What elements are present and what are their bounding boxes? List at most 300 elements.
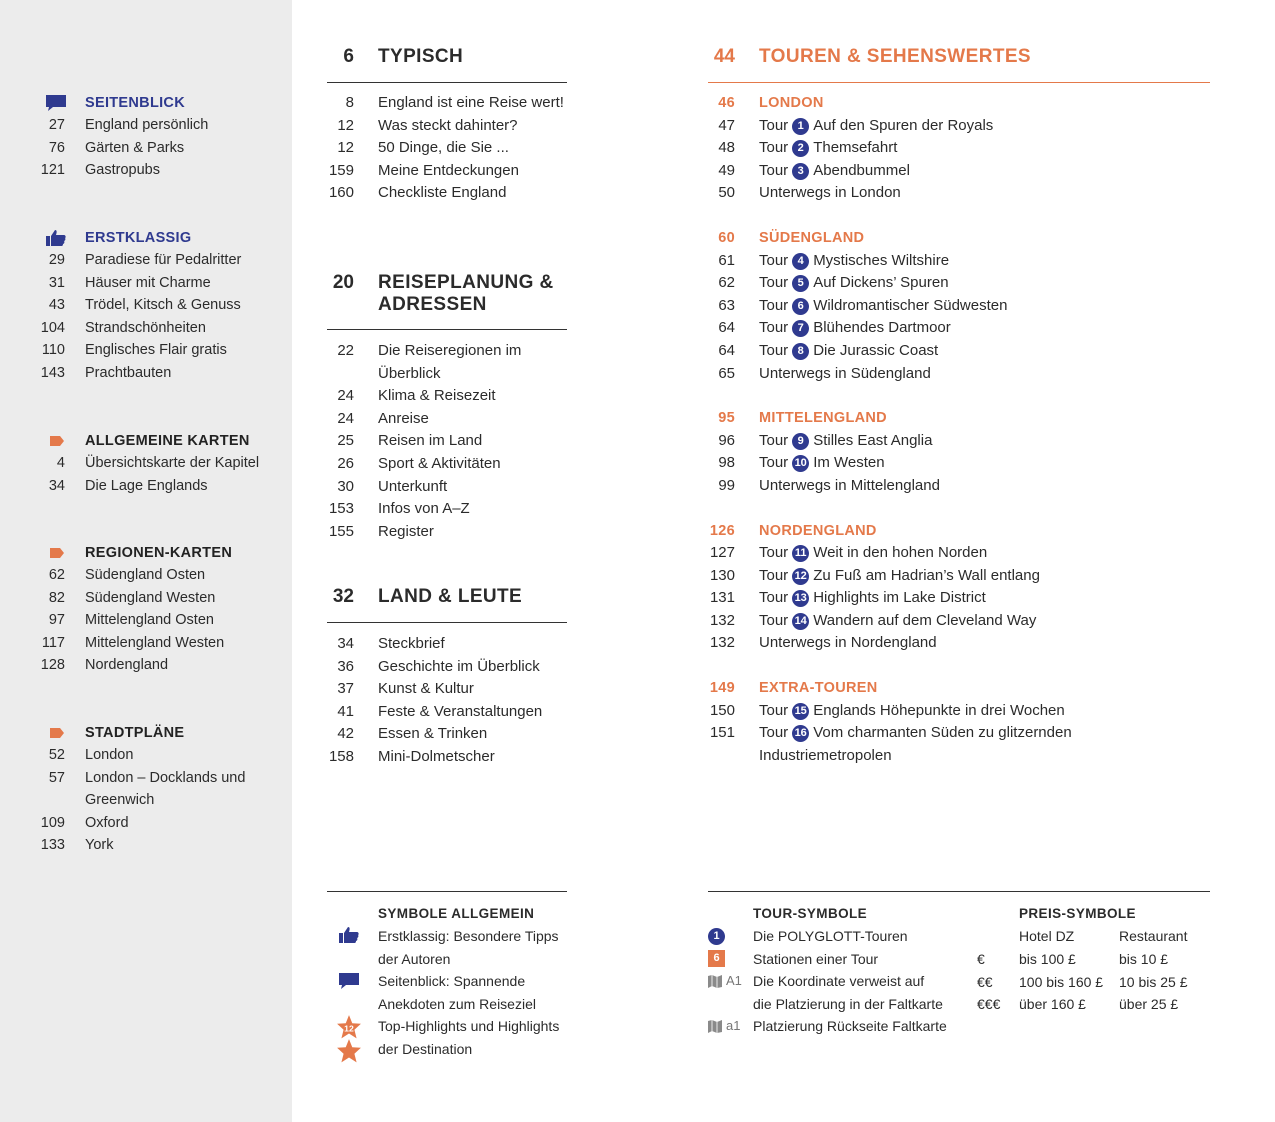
tour-entry[interactable] (708, 700, 1210, 723)
page-number: 160 (328, 184, 354, 202)
page-number: 121 (40, 162, 65, 179)
entry-label (759, 250, 949, 273)
map-tag-icon (45, 432, 67, 450)
section-typisch (327, 44, 567, 205)
page-number: 24 (337, 387, 354, 405)
region-block (708, 520, 1210, 656)
tour-entry[interactable] (708, 610, 1210, 633)
sidebar-list-item[interactable] (0, 317, 292, 340)
entry-label: Checkliste England (378, 184, 507, 202)
tour-number-badge: 10 (792, 455, 809, 472)
region-header[interactable] (708, 227, 1210, 250)
tour-title: Abendbummel (813, 161, 910, 179)
entry-label (759, 363, 931, 386)
page-number: 52 (48, 747, 65, 763)
toc-entry[interactable] (327, 476, 567, 499)
entry-label: Reisen im Land (378, 432, 483, 450)
entry-label: Greenwich (85, 792, 155, 809)
thumbs-up-icon (45, 229, 67, 247)
tour-title: Stilles East Anglia (813, 431, 933, 449)
entry-label: Gastropubs (85, 162, 160, 179)
tour-entry[interactable] (708, 317, 1210, 340)
page-number: 37 (337, 680, 354, 698)
region-header[interactable] (708, 92, 1210, 115)
price-hotel: 100 bis 160 £ (1019, 973, 1104, 990)
entry-label: Kunst & Kultur (378, 680, 474, 698)
section-header (327, 270, 567, 330)
tour-entry[interactable] (708, 722, 1210, 745)
tour-word: Tour (759, 251, 789, 269)
legend-polyglott-text: Die POLYGLOTT-Touren (753, 928, 908, 944)
entry-label: Meine Entdeckungen (378, 161, 519, 179)
entry-label: Übersichtskarte der Kapitel (85, 455, 260, 471)
page-number: 8 (345, 94, 354, 111)
tour-word: Tour (759, 566, 789, 584)
page-number: 132 (709, 634, 735, 652)
tour-entry[interactable] (708, 542, 1210, 565)
sidebar-list-item[interactable] (0, 362, 292, 385)
page-number: 4 (56, 455, 65, 471)
sidebar-list-item[interactable] (0, 834, 292, 857)
section-title: TOUREN & SEHENSWERTES (759, 46, 1031, 67)
page-number: 96 (718, 431, 735, 449)
toc-entry[interactable] (327, 408, 567, 431)
toc-entry[interactable] (327, 453, 567, 476)
page-number: 132 (709, 611, 735, 629)
tour-title: Wandern auf dem Cleveland Way (813, 611, 1037, 629)
sidebar-section-title: ALLGEMEINE KARTEN (85, 433, 250, 449)
entry-label: Sport & Aktivitäten (378, 454, 501, 472)
page-number: 57 (48, 769, 65, 786)
entry-label: Geschichte im Überblick (378, 657, 540, 675)
tour-word: Tour (759, 341, 789, 359)
tour-title: Weit in den hohen Norden (813, 544, 988, 562)
speech-bubble-icon (45, 94, 67, 112)
toc-entry[interactable] (327, 723, 567, 746)
tour-entry[interactable] (708, 745, 1210, 768)
sidebar-list-item[interactable] (0, 587, 292, 610)
entry-label: Unterkunft (378, 477, 448, 495)
legend-tour-title: TOUR-SYMBOLE (753, 906, 868, 921)
section-title-line2: ADRESSEN (378, 294, 487, 315)
entry-label: Anreise (378, 409, 429, 427)
tour-entry[interactable] (708, 182, 1210, 205)
entry-label (759, 475, 940, 498)
sidebar-stadtplaene (0, 722, 292, 857)
entry-label: Mittelengland Westen (85, 634, 225, 651)
entry-label: Feste & Veranstaltungen (378, 702, 543, 720)
tour-entry[interactable] (708, 115, 1210, 138)
tour-number-badge: 7 (792, 320, 809, 337)
tour-word: Tour (759, 454, 789, 472)
tour-number-badge: 11 (792, 545, 809, 562)
region-header[interactable] (708, 677, 1210, 700)
entry-label: Prachtbauten (85, 364, 172, 381)
entry-label (759, 542, 987, 565)
toc-entry[interactable] (327, 92, 567, 115)
tour-title: Vom charmanten Süden zu glitzernden (813, 724, 1072, 742)
entry-label (759, 430, 932, 453)
sidebar-list-item[interactable] (0, 609, 292, 632)
page-number: 26 (337, 454, 354, 472)
map-tag-icon (45, 724, 67, 742)
region-title: MITTELENGLAND (759, 410, 887, 427)
page-number: 30 (337, 477, 354, 495)
tour-entry[interactable] (708, 632, 1210, 655)
toc-entry[interactable] (327, 340, 567, 385)
page-number: 130 (709, 566, 735, 584)
speech-bubble-icon (338, 971, 360, 991)
page-number: 143 (40, 364, 65, 381)
page-number: 22 (337, 342, 354, 359)
entry-label: Klima & Reisezeit (378, 387, 496, 405)
sidebar-list-item[interactable] (0, 744, 292, 767)
toc-entry[interactable] (327, 430, 567, 453)
sidebar-list-item[interactable] (0, 475, 292, 498)
entry-label (759, 632, 937, 655)
tour-number-badge: 5 (792, 275, 809, 292)
page-number: 155 (328, 522, 354, 540)
sidebar-erstklassig (0, 227, 292, 385)
entry-label: Oxford (85, 814, 129, 831)
price-col-restaurant: Restaurant (1119, 928, 1188, 944)
toc-entry[interactable] (327, 160, 567, 183)
toc-entry[interactable] (327, 656, 567, 679)
price-restaurant: 10 bis 25 £ (1119, 973, 1188, 990)
tour-word: Tour (759, 161, 789, 179)
page-number: 151 (709, 724, 735, 742)
sidebar-allgemeine-karten-header (0, 430, 292, 452)
page-number: 63 (718, 296, 735, 314)
sidebar-list-item[interactable] (0, 789, 292, 812)
page-number: 110 (41, 342, 65, 359)
price-symbol: €€€ (977, 996, 1001, 1013)
tour-entry[interactable] (708, 430, 1210, 453)
toc-entry[interactable] (327, 115, 567, 138)
tour-title: Wildromantischer Südwesten (813, 296, 1008, 314)
page-number: 64 (718, 319, 735, 337)
map-tag-icon (45, 544, 67, 562)
page-number: 98 (718, 454, 735, 472)
page-number: 153 (328, 500, 354, 518)
tour-number-badge: 2 (792, 140, 809, 157)
entry-label: Essen & Trinken (378, 725, 488, 743)
sidebar-seitenblick (0, 92, 292, 182)
legend-price-title: PREIS-SYMBOLE (1019, 906, 1136, 921)
tour-number-badge: 9 (792, 433, 809, 450)
sidebar-list-item[interactable] (0, 452, 292, 475)
sidebar-list-item[interactable] (0, 812, 292, 835)
sidebar-section-title: SEITENBLICK (85, 95, 185, 111)
tour-word: Tour (759, 701, 789, 719)
sidebar-section-title: STADTPLÄNE (85, 725, 185, 741)
toc-entry[interactable] (327, 182, 567, 205)
entry-label: Mini-Dolmetscher (378, 747, 495, 765)
page-number: 24 (337, 409, 354, 427)
price-symbol: €€ (977, 973, 993, 990)
toc-entry[interactable] (327, 678, 567, 701)
sidebar-list-item[interactable] (0, 564, 292, 587)
toc-entry[interactable] (327, 521, 567, 544)
tour-title: Auf den Spuren der Royals (813, 116, 994, 134)
entry-label (759, 610, 1036, 633)
price-hotel: bis 100 £ (1019, 951, 1076, 967)
price-symbol: € (977, 951, 985, 967)
legend-seitenblick-text: Seitenblick: Spannende Anekdoten zum Reiseziel (378, 973, 536, 1012)
section-land-leute (327, 585, 567, 769)
page-number: 61 (718, 251, 735, 269)
page-number: 97 (48, 612, 65, 629)
sidebar-seitenblick-header (0, 92, 292, 114)
region-header[interactable] (708, 520, 1210, 543)
section-title: TYPISCH (378, 46, 464, 67)
tour-word: Tour (759, 589, 789, 607)
page-number: 99 (718, 476, 735, 494)
page-number: 82 (48, 589, 65, 606)
section-page-number: 6 (343, 46, 354, 67)
tour-title: Unterwegs in Südengland (759, 364, 931, 382)
toc-entry[interactable] (327, 137, 567, 160)
entry-label: Nordengland (85, 657, 169, 674)
section-page-number: 32 (332, 586, 354, 607)
page-number: 128 (40, 657, 65, 674)
sidebar-list-item[interactable] (0, 272, 292, 295)
entry-label (759, 722, 1072, 745)
page-number: 42 (337, 725, 354, 743)
entry-label (759, 745, 892, 768)
tour-title: Im Westen (813, 454, 885, 472)
section-header (708, 44, 1210, 83)
entry-label: York (85, 837, 114, 854)
tour-word: Tour (759, 611, 789, 629)
entry-label: Strandschönheiten (85, 319, 206, 336)
page-number: 27 (48, 117, 65, 133)
toc-entry[interactable] (327, 498, 567, 521)
region-block (708, 677, 1210, 767)
page-number: 65 (718, 364, 735, 382)
page-number: 29 (48, 252, 65, 268)
sidebar-list-item[interactable] (0, 767, 292, 790)
tour-title: Blühendes Dartmoor (813, 319, 951, 337)
price-hotel: über 160 £ (1019, 996, 1086, 1013)
star-number: 12 (344, 1023, 354, 1034)
region-block (708, 407, 1210, 497)
region-page-number: 149 (709, 680, 735, 697)
entry-label (759, 272, 949, 295)
region-block (708, 92, 1210, 205)
top-highlight-star-icon (336, 1014, 362, 1040)
sidebar-list-item[interactable] (0, 632, 292, 655)
sidebar-stadtplaene-header (0, 722, 292, 744)
page-number: 36 (337, 657, 354, 675)
tour-number-badge: 8 (792, 343, 809, 360)
page-number: 25 (337, 432, 354, 450)
legend-coord-a1-small: a1 (726, 1018, 741, 1033)
entry-label (759, 115, 993, 138)
tour-word: Tour (759, 116, 789, 134)
page-number: 131 (709, 589, 735, 607)
price-col-hotel: Hotel DZ (1019, 928, 1075, 944)
entry-label: Südengland Osten (85, 567, 206, 583)
tour-word: Tour (759, 724, 789, 742)
legend-highlights-text: Top-Highlights und Highlights der Destination (378, 1018, 560, 1057)
section-header (327, 585, 567, 623)
entry-label: Mittelengland Osten (85, 612, 214, 629)
sidebar-list-item[interactable] (0, 249, 292, 272)
highlight-star-icon (336, 1038, 362, 1064)
sidebar-regionen-karten (0, 542, 292, 677)
tour-word: Tour (759, 319, 789, 337)
entry-label (759, 587, 986, 610)
folded-map-icon (708, 1020, 722, 1033)
entry-label: Die Reiseregionen im Überblick (378, 342, 522, 382)
tour-title: Unterwegs in Mittelengland (759, 476, 940, 494)
tour-number-badge: 6 (792, 298, 809, 315)
tour-entry[interactable] (708, 565, 1210, 588)
legend-koordinate-line1: Die Koordinate verweist auf (753, 973, 925, 989)
entry-label: Infos von A–Z (378, 500, 470, 518)
section-title-line1: REISEPLANUNG & (378, 272, 554, 293)
page-number: 41 (337, 702, 354, 720)
sidebar-list-item[interactable] (0, 294, 292, 317)
page-number: 62 (48, 567, 65, 583)
tour-entry[interactable] (708, 295, 1210, 318)
sidebar-allgemeine-karten (0, 430, 292, 497)
tour-title: Mystisches Wiltshire (813, 251, 950, 269)
sidebar-section-title: REGIONEN-KARTEN (85, 545, 233, 561)
entry-label: London (85, 747, 134, 763)
section-page-number: 44 (713, 46, 735, 67)
page-number: 127 (709, 544, 735, 562)
legend-coord-a1: A1 (726, 973, 742, 988)
entry-label: Englisches Flair gratis (85, 342, 227, 359)
entry-label: Steckbrief (378, 635, 445, 652)
tour-title: Englands Höhepunkte in drei Wochen (813, 701, 1065, 719)
page-number: 109 (40, 814, 65, 831)
tour-entry[interactable] (708, 587, 1210, 610)
page-number: 150 (709, 701, 735, 719)
section-touren (708, 44, 1210, 767)
page-number: 62 (718, 274, 735, 292)
toc-entry[interactable] (327, 701, 567, 724)
region-page-number: 46 (718, 95, 735, 111)
tour-title: Zu Fuß am Hadrian’s Wall entlang (813, 566, 1040, 584)
legend-station-text: Stationen einer Tour (753, 951, 879, 967)
tour-entry[interactable] (708, 137, 1210, 160)
legend-general-title: SYMBOLE ALLGEMEIN (378, 906, 535, 921)
sidebar-list-item[interactable] (0, 339, 292, 362)
sidebar-list-item[interactable] (0, 159, 292, 182)
entry-label: Gärten & Parks (85, 139, 185, 156)
region-title: EXTRA-TOUREN (759, 680, 878, 697)
region-header[interactable] (708, 407, 1210, 430)
toc-entry[interactable] (327, 633, 567, 656)
page-number: 34 (48, 477, 65, 494)
entry-label: Trödel, Kitsch & Genuss (85, 297, 241, 314)
tour-number-badge: 1 (708, 928, 725, 945)
tour-title: Die Jurassic Coast (813, 341, 939, 359)
station-number-badge: 6 (708, 950, 725, 967)
tour-number-badge: 12 (792, 568, 809, 585)
sidebar-list-item[interactable] (0, 137, 292, 160)
page-number: 133 (40, 837, 65, 854)
region-page-number: 126 (709, 522, 735, 539)
entry-label: England ist eine Reise wert! (378, 94, 564, 111)
tour-entry[interactable] (708, 160, 1210, 183)
tour-number-badge: 1 (792, 118, 809, 135)
tour-entry[interactable] (708, 452, 1210, 475)
entry-label (759, 452, 885, 475)
toc-entry[interactable] (327, 385, 567, 408)
entry-label (759, 160, 910, 183)
legend-divider (327, 891, 567, 892)
page-number: 31 (48, 274, 65, 291)
legend-erstklassig-text: Erstklassig: Besondere Tipps der Autoren (378, 928, 559, 967)
entry-label: London – Docklands und (85, 769, 246, 786)
tour-number-badge: 4 (792, 253, 809, 270)
page-number: 48 (718, 139, 735, 157)
toc-entry[interactable] (327, 746, 567, 769)
tour-number-badge: 3 (792, 163, 809, 180)
sidebar-list-item[interactable] (0, 654, 292, 677)
page-number: 64 (718, 341, 735, 359)
tour-entry[interactable] (708, 475, 1210, 498)
page-number: 49 (718, 161, 735, 179)
page-number: 158 (328, 747, 354, 765)
page-number: 159 (328, 161, 354, 179)
sidebar-list-item[interactable] (0, 114, 292, 137)
page-number: 104 (40, 319, 65, 336)
entry-label (759, 137, 897, 160)
tour-title: Themsefahrt (813, 139, 898, 157)
tour-entry[interactable] (708, 340, 1210, 363)
page-number: 76 (48, 139, 65, 156)
page-number: 12 (337, 116, 354, 134)
entry-label: England persönlich (85, 117, 209, 133)
tour-entry[interactable] (708, 250, 1210, 273)
section-title: LAND & LEUTE (378, 586, 523, 607)
tour-number-badge: 15 (792, 703, 809, 720)
legend-divider (708, 891, 1210, 892)
tour-entry[interactable] (708, 363, 1210, 386)
sidebar-erstklassig-header (0, 227, 292, 249)
tour-word: Tour (759, 296, 789, 314)
entry-label: Was steckt dahinter? (378, 116, 518, 134)
tour-title: Unterwegs in London (759, 184, 901, 202)
region-page-number: 60 (718, 229, 735, 246)
entry-label: Südengland Westen (85, 589, 216, 606)
section-reiseplanung (327, 270, 567, 543)
price-restaurant: über 25 £ (1119, 996, 1179, 1013)
page-number: 47 (718, 116, 735, 134)
entry-label: Häuser mit Charme (85, 274, 211, 291)
region-block (708, 227, 1210, 385)
region-title: SÜDENGLAND (759, 229, 865, 246)
sidebar-regionen-karten-header (0, 542, 292, 564)
entry-label: Register (378, 522, 434, 540)
region-page-number: 95 (718, 410, 735, 427)
tour-title: Industriemetropolen (759, 746, 892, 764)
tour-entry[interactable] (708, 272, 1210, 295)
tour-number-badge: 13 (792, 590, 809, 607)
entry-label (759, 182, 901, 205)
tour-title: Highlights im Lake District (813, 589, 986, 607)
tour-word: Tour (759, 431, 789, 449)
entry-label (759, 700, 1065, 723)
section-header (327, 44, 567, 83)
tour-title: Auf Dickens’ Spuren (813, 274, 949, 292)
page-number: 50 (718, 184, 735, 202)
